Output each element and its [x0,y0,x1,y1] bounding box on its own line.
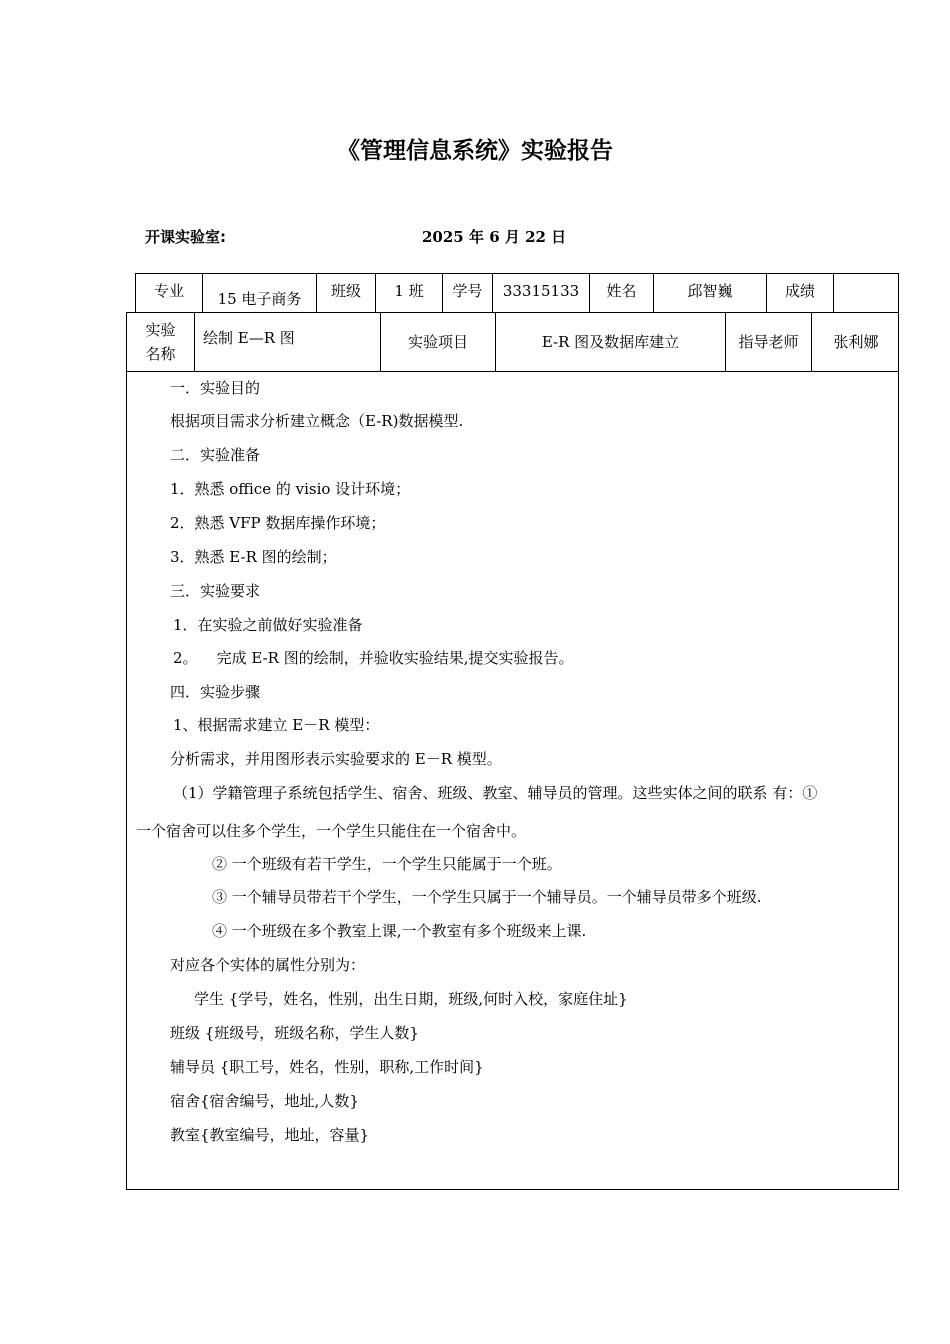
content-line: 对应各个实体的属性分别为： [170,956,366,974]
content-line: 二．实验准备 [170,446,261,464]
class-value: 1 班 [375,274,442,312]
report-title: 《管理信息系统》实验报告 [337,138,613,164]
content-line: 1．在实验之前做好实验准备 [173,616,363,634]
info-row-1 [135,273,899,313]
content-line: 一．实验目的 [170,379,261,397]
project-value: E-R 图及数据库建立 [495,313,725,371]
content-line: 三．实验要求 [170,582,261,600]
name-label: 姓名 [589,274,653,312]
content-line: 1、根据需求建立 E－R 模型： [173,716,380,734]
score-value [833,274,900,312]
student-id-value: 33315133 [492,274,589,312]
content-line: 根据项目需求分析建立概念（E-R)数据模型. [170,412,464,430]
name-value: 邱智巍 [653,274,766,312]
teacher-label: 指导老师 [725,313,811,371]
content-line: 一个宿舍可以住多个学生，一个学生只能住在一个宿舍中。 [136,822,527,840]
major-value: 15 电子商务 [202,274,316,312]
content-line: （1）学籍管理子系统包括学生、宿舍、班级、教室、辅导员的管理。这些实体之间的联系 有：① [173,784,818,802]
content-line: 学生 {学号，姓名，性别，出生日期，班级,何时入校，家庭住址} [194,990,628,1008]
content-line: ② 一个班级有若干学生，一个学生只能属于一个班。 [212,855,562,873]
content-line: 2。 完成 E-R 图的绘制，并验收实验结果,提交实验报告。 [173,649,574,667]
content-line: 3．熟悉 E-R 图的绘制； [170,548,337,566]
project-label: 实验项目 [380,313,495,371]
content-line: 四．实验步骤 [170,683,261,701]
major-label: 专业 [153,282,184,300]
content-line: 分析需求，并用图形表示实验要求的 E－R 模型。 [170,750,502,768]
report-date: 2025 年 6 月 22 日 [422,228,567,246]
lab-label: 开课实验室: [145,228,226,246]
content-line: 宿舍{宿舍编号，地址,人数} [170,1092,359,1110]
content-line: ④ 一个班级在多个教室上课,一个教室有多个班级来上课. [212,922,587,940]
student-id-label: 学号 [442,274,492,312]
content-line: 1．熟悉 office 的 visio 设计环境； [170,480,411,498]
content-line: ③ 一个辅导员带若干个学生，一个学生只属于一个辅导员。一个辅导员带多个班级. [212,888,762,906]
experiment-content [126,371,899,1190]
content-line: 2．熟悉 VFP 数据库操作环境； [170,514,386,532]
exp-name-value: 绘制 E—R 图 [194,313,380,371]
teacher-value: 张利娜 [811,313,900,371]
content-line: 班级 {班级号，班级名称，学生人数} [170,1024,419,1042]
score-label: 成绩 [766,274,833,312]
exp-name-label: 实验名称 [145,321,176,363]
content-line: 教室{教室编号，地址，容量} [170,1126,370,1144]
info-row-2 [126,312,899,372]
content-line: 辅导员 {职工号，姓名，性别，职称,工作时间} [170,1058,484,1076]
class-label: 班级 [316,274,375,312]
